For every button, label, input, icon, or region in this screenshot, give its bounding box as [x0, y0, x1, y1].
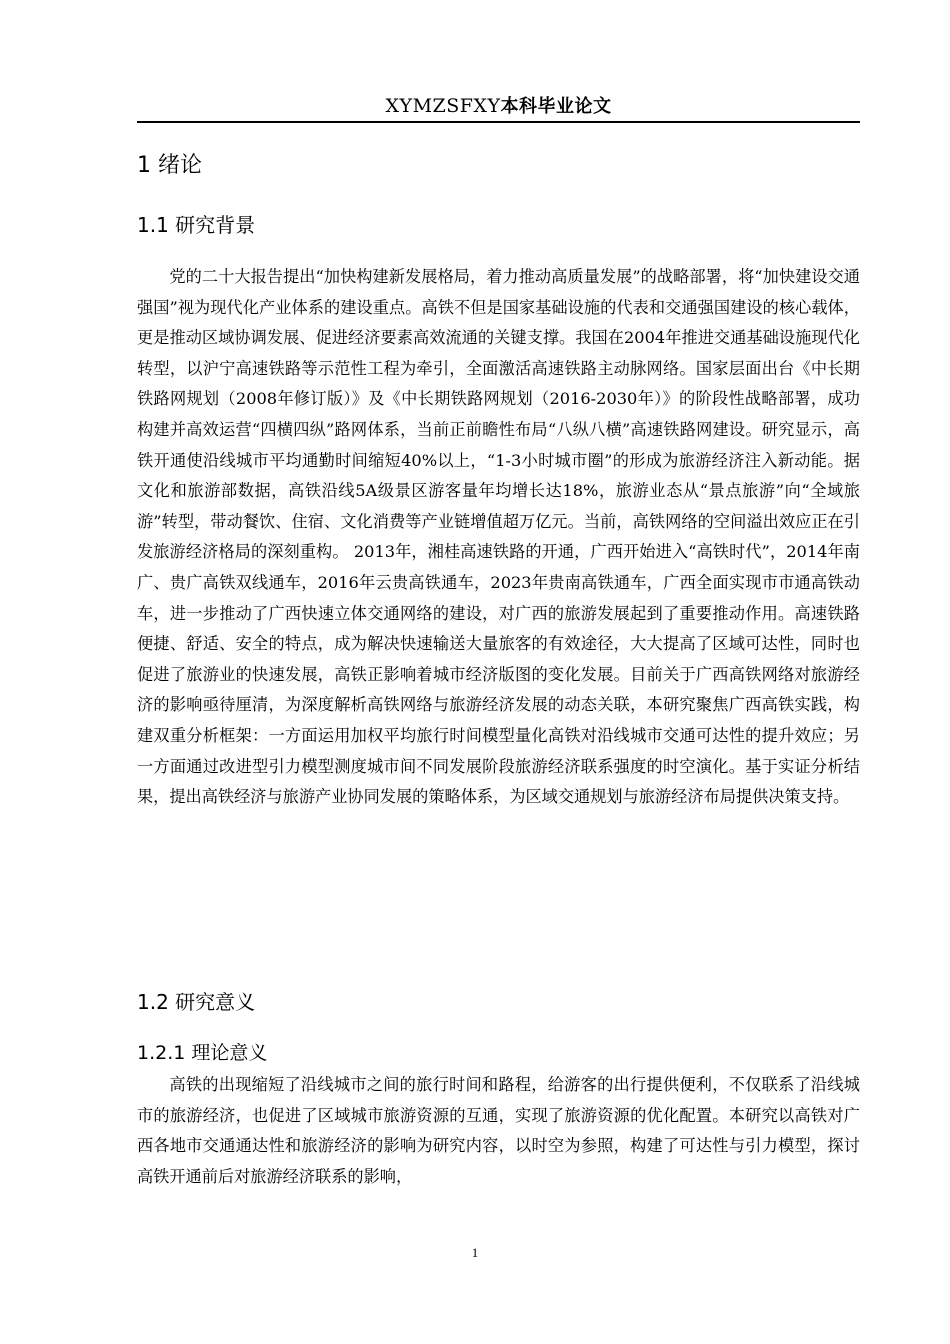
- section-heading-research-background: 1.1 研究背景: [137, 213, 256, 237]
- body-paragraph-theoretical-significance: 高铁的出现缩短了沿线城市之间的旅行时间和路程，给游客的出行提供便利，不仅联系了沿线城市的旅游经济，也促进了区域城市旅游资源的互通，实现了旅游资源的优化配置。本研究以高铁对广西各地市交通通达性和旅游经济的影响为研究内容，以时空为参照，构建了可达性与引力模型，探讨高铁开通前后对旅游经济联系的影响，: [137, 1075, 860, 1186]
- subsection-heading-theoretical-significance: 1.2.1 理论意义: [137, 1042, 268, 1064]
- running-header: [137, 93, 860, 120]
- page-number: 1: [471, 1245, 479, 1260]
- section-heading-research-significance: 1.2 研究意义: [137, 990, 256, 1014]
- body-paragraph-research-background: 党的二十大报告提出“加快构建新发展格局，着力推动高质量发展”的战略部署，将“加快建设交通强国”视为现代化产业体系的建设重点。高铁不但是国家基础设施的代表和交通强国建设的核心载体，更是推动区域协调发展、促进经济要素高效流通的关键支撑。我国在2004年推进交通基础设施现代化转型，以沪宁高速铁路等示范性工程为牵引，全面激活高速铁路主动脉网络。国家层面出台《中长期铁路网规划（2008年修订版）》及《中长期铁路网规划（2016-2030年）》的阶段性战略部署，成功构建并高效运营“四横四纵”路网体系，当前正前瞻性布局“八纵八横”高速铁路网建设。研究显示，高铁开通使沿线城市平均通勤时间缩短40%以上，“1-3小时城市圈”的形成为旅游经济注入新动能。据文化和旅游部数据，高铁沿线5A级景区游客量年均增长达18%，旅游业态从“景点旅游”向“全域旅游”转型，带动餐饮、住宿、文化消费等产业链增值超万亿元。当前，高铁网络的空间溢出效应正在引发旅游经济格局的深刻重构。 2013年，湘桂高速铁路的开通，广西开始进入“高铁时代”，2014年南广、贵广高铁双线通车，2016年云贵高铁通车，2023年贵南高铁通车，广西全面实现市市通高铁动车，进一步推动了广西快速立体交通网络的建设，对广西的旅游发展起到了重要推动作用。高速铁路便捷、舒适、安全的特点，成为解决快速输送大量旅客的有效途径，大大提高了区域可达性，同时也促进了旅游业的快速发展，高铁正影响着城市经济版图的变化发展。目前关于广西高铁网络对旅游经济的影响亟待厘清，为深度解析高铁网络与旅游经济发展的动态关联，本研究聚焦广西高铁实践，构建双重分析框架：一方面运用加权平均旅行时间模型量化高铁对沿线城市交通可达性的提升效应；另一方面通过改进型引力模型测度城市间不同发展阶段旅游经济联系强度的时空演化。基于实证分析结果，提出高铁经济与旅游产业协同发展的策略体系，为区域交通规划与旅游经济布局提供决策支持。: [137, 267, 860, 807]
- header-code: XYMZSFXY: [385, 95, 501, 117]
- header-title: 本科毕业论文: [500, 96, 612, 117]
- chapter-heading: 1 绪论: [137, 153, 202, 178]
- header-rule: [137, 121, 860, 123]
